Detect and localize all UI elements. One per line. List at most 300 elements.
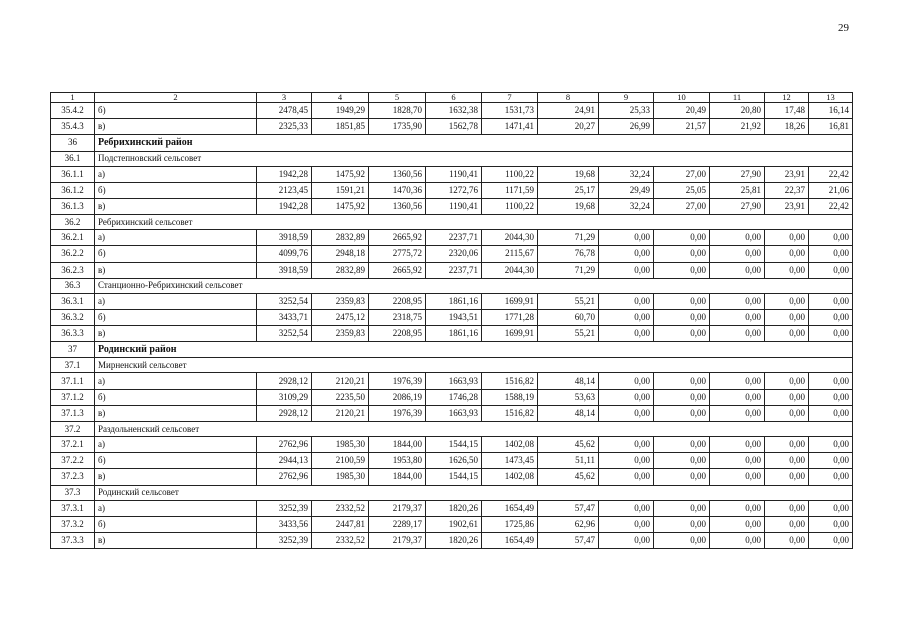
value-cell: 0,00 — [599, 262, 654, 278]
value-cell: 0,00 — [809, 262, 853, 278]
value-cell: 0,00 — [599, 453, 654, 469]
value-cell: 3918,59 — [257, 262, 312, 278]
table-row — [51, 405, 853, 421]
value-cell: 2762,96 — [257, 437, 312, 453]
value-cell: 0,00 — [809, 373, 853, 389]
value-cell: 25,05 — [654, 182, 710, 198]
value-cell: 0,00 — [765, 246, 809, 262]
value-cell: 1475,92 — [312, 198, 369, 214]
row-label: а) — [95, 166, 257, 182]
settlement-row — [51, 358, 853, 373]
value-cell: 22,42 — [809, 198, 853, 214]
column-header: 11 — [710, 93, 765, 103]
row-label: а) — [95, 230, 257, 246]
value-cell: 57,47 — [538, 532, 599, 548]
value-cell: 2928,12 — [257, 373, 312, 389]
value-cell: 0,00 — [765, 293, 809, 309]
row-code: 37.3.3 — [51, 532, 95, 548]
value-cell: 3252,39 — [257, 500, 312, 516]
value-cell: 0,00 — [654, 389, 710, 405]
column-header: 5 — [369, 93, 426, 103]
value-cell: 2208,95 — [369, 326, 426, 342]
value-cell: 0,00 — [599, 437, 654, 453]
value-cell: 0,00 — [654, 230, 710, 246]
column-header: 12 — [765, 93, 809, 103]
value-cell: 2208,95 — [369, 293, 426, 309]
value-cell: 21,92 — [710, 119, 765, 135]
value-cell: 1861,16 — [426, 293, 482, 309]
district-title: Ребрихинский район — [95, 135, 853, 151]
value-cell: 23,91 — [765, 166, 809, 182]
table-row — [51, 246, 853, 262]
value-cell: 2235,50 — [312, 389, 369, 405]
column-header: 3 — [257, 93, 312, 103]
row-label: а) — [95, 293, 257, 309]
column-header: 10 — [654, 93, 710, 103]
value-cell: 0,00 — [710, 326, 765, 342]
value-cell: 1735,90 — [369, 119, 426, 135]
value-cell: 0,00 — [710, 230, 765, 246]
value-cell: 1544,15 — [426, 469, 482, 485]
value-cell: 0,00 — [654, 532, 710, 548]
value-cell: 1544,15 — [426, 437, 482, 453]
value-cell: 3918,59 — [257, 230, 312, 246]
value-cell: 2179,37 — [369, 500, 426, 516]
value-cell: 0,00 — [765, 437, 809, 453]
value-cell: 1942,28 — [257, 198, 312, 214]
row-label: б) — [95, 103, 257, 119]
value-cell: 1171,59 — [482, 182, 538, 198]
settlement-row — [51, 151, 853, 166]
value-cell: 0,00 — [765, 230, 809, 246]
value-cell: 27,00 — [654, 166, 710, 182]
value-cell: 1190,41 — [426, 166, 482, 182]
value-cell: 0,00 — [809, 405, 853, 421]
value-cell: 1828,70 — [369, 103, 426, 119]
row-code: 37.2 — [51, 422, 95, 437]
row-code: 37.3.2 — [51, 516, 95, 532]
value-cell: 45,62 — [538, 437, 599, 453]
value-cell: 0,00 — [765, 373, 809, 389]
value-cell: 32,24 — [599, 166, 654, 182]
value-cell: 2944,13 — [257, 453, 312, 469]
table-row — [51, 119, 853, 135]
value-cell: 0,00 — [765, 500, 809, 516]
value-cell: 0,00 — [599, 326, 654, 342]
value-cell: 1976,39 — [369, 373, 426, 389]
value-cell: 2044,30 — [482, 230, 538, 246]
value-cell: 24,91 — [538, 103, 599, 119]
value-cell: 0,00 — [809, 516, 853, 532]
value-cell: 1470,36 — [369, 182, 426, 198]
settlement-title: Подстепновский сельсовет — [95, 151, 853, 166]
value-cell: 0,00 — [654, 262, 710, 278]
value-cell: 3252,39 — [257, 532, 312, 548]
value-cell: 1402,08 — [482, 469, 538, 485]
value-cell: 1746,28 — [426, 389, 482, 405]
value-cell: 0,00 — [654, 516, 710, 532]
row-code: 36.2.3 — [51, 262, 95, 278]
value-cell: 1632,38 — [426, 103, 482, 119]
row-code: 36.2.2 — [51, 246, 95, 262]
value-cell: 1626,50 — [426, 453, 482, 469]
column-header: 7 — [482, 93, 538, 103]
value-cell: 0,00 — [765, 389, 809, 405]
value-cell: 2086,19 — [369, 389, 426, 405]
value-cell: 1663,93 — [426, 373, 482, 389]
value-cell: 62,96 — [538, 516, 599, 532]
value-cell: 1942,28 — [257, 166, 312, 182]
value-cell: 22,37 — [765, 182, 809, 198]
value-cell: 2332,52 — [312, 532, 369, 548]
value-cell: 0,00 — [654, 326, 710, 342]
value-cell: 2832,89 — [312, 262, 369, 278]
value-cell: 0,00 — [809, 437, 853, 453]
row-label: б) — [95, 246, 257, 262]
value-cell: 25,33 — [599, 103, 654, 119]
value-cell: 22,42 — [809, 166, 853, 182]
row-code: 37.1 — [51, 358, 95, 373]
settlement-title: Раздольненский сельсовет — [95, 422, 853, 437]
column-header: 8 — [538, 93, 599, 103]
value-cell: 1360,56 — [369, 166, 426, 182]
value-cell: 27,00 — [654, 198, 710, 214]
row-label: в) — [95, 405, 257, 421]
row-label: б) — [95, 453, 257, 469]
row-code: 37 — [51, 342, 95, 358]
value-cell: 2665,92 — [369, 230, 426, 246]
value-cell: 0,00 — [765, 453, 809, 469]
value-cell: 2237,71 — [426, 262, 482, 278]
value-cell: 0,00 — [654, 469, 710, 485]
value-cell: 1475,92 — [312, 166, 369, 182]
column-header: 13 — [809, 93, 853, 103]
value-cell: 20,80 — [710, 103, 765, 119]
table-row — [51, 326, 853, 342]
value-cell: 2100,59 — [312, 453, 369, 469]
value-cell: 71,29 — [538, 230, 599, 246]
value-cell: 0,00 — [599, 389, 654, 405]
value-cell: 0,00 — [809, 532, 853, 548]
value-cell: 1949,29 — [312, 103, 369, 119]
value-cell: 76,78 — [538, 246, 599, 262]
row-label: в) — [95, 532, 257, 548]
row-code: 36.3.2 — [51, 309, 95, 325]
value-cell: 0,00 — [809, 453, 853, 469]
value-cell: 1588,19 — [482, 389, 538, 405]
value-cell: 1725,86 — [482, 516, 538, 532]
row-code: 36.1.2 — [51, 182, 95, 198]
value-cell: 0,00 — [710, 516, 765, 532]
value-cell: 0,00 — [809, 469, 853, 485]
value-cell: 26,99 — [599, 119, 654, 135]
district-row — [51, 342, 853, 358]
value-cell: 1699,91 — [482, 293, 538, 309]
value-cell: 0,00 — [809, 326, 853, 342]
row-code: 37.1.3 — [51, 405, 95, 421]
value-cell: 1820,26 — [426, 500, 482, 516]
value-cell: 1531,73 — [482, 103, 538, 119]
value-cell: 0,00 — [654, 309, 710, 325]
value-cell: 1190,41 — [426, 198, 482, 214]
value-cell: 60,70 — [538, 309, 599, 325]
value-cell: 25,17 — [538, 182, 599, 198]
value-cell: 27,90 — [710, 166, 765, 182]
value-cell: 18,26 — [765, 119, 809, 135]
value-cell: 25,81 — [710, 182, 765, 198]
row-code: 37.2.1 — [51, 437, 95, 453]
settlement-title: Станционно-Ребрихинский сельсовет — [95, 278, 853, 293]
value-cell: 0,00 — [809, 230, 853, 246]
value-cell: 2120,21 — [312, 373, 369, 389]
table-row — [51, 262, 853, 278]
row-code: 36.1 — [51, 151, 95, 166]
value-cell: 21,06 — [809, 182, 853, 198]
value-cell: 0,00 — [710, 389, 765, 405]
column-header: 4 — [312, 93, 369, 103]
value-cell: 0,00 — [809, 309, 853, 325]
row-code: 36.3.3 — [51, 326, 95, 342]
value-cell: 0,00 — [654, 373, 710, 389]
data-table — [50, 92, 853, 549]
value-cell: 0,00 — [599, 309, 654, 325]
table-row — [51, 309, 853, 325]
table-row — [51, 182, 853, 198]
value-cell: 0,00 — [599, 516, 654, 532]
value-cell: 0,00 — [599, 500, 654, 516]
table-row — [51, 516, 853, 532]
value-cell: 2475,12 — [312, 309, 369, 325]
row-code: 36.3 — [51, 278, 95, 293]
header-row — [51, 93, 853, 103]
row-label: б) — [95, 389, 257, 405]
table-row — [51, 198, 853, 214]
value-cell: 1471,41 — [482, 119, 538, 135]
row-code: 37.3 — [51, 485, 95, 500]
value-cell: 2120,21 — [312, 405, 369, 421]
value-cell: 1654,49 — [482, 532, 538, 548]
value-cell: 0,00 — [809, 293, 853, 309]
value-cell: 0,00 — [710, 532, 765, 548]
value-cell: 1100,22 — [482, 198, 538, 214]
value-cell: 0,00 — [710, 246, 765, 262]
value-cell: 48,14 — [538, 373, 599, 389]
value-cell: 0,00 — [765, 516, 809, 532]
row-code: 37.1.1 — [51, 373, 95, 389]
value-cell: 2478,45 — [257, 103, 312, 119]
row-label: в) — [95, 262, 257, 278]
value-cell: 1953,80 — [369, 453, 426, 469]
value-cell: 0,00 — [809, 246, 853, 262]
value-cell: 2325,33 — [257, 119, 312, 135]
value-cell: 1100,22 — [482, 166, 538, 182]
value-cell: 1985,30 — [312, 469, 369, 485]
value-cell: 51,11 — [538, 453, 599, 469]
row-code: 36.2 — [51, 215, 95, 230]
row-label: а) — [95, 500, 257, 516]
value-cell: 2332,52 — [312, 500, 369, 516]
value-cell: 1902,61 — [426, 516, 482, 532]
value-cell: 20,27 — [538, 119, 599, 135]
value-cell: 45,62 — [538, 469, 599, 485]
row-label: в) — [95, 469, 257, 485]
value-cell: 2832,89 — [312, 230, 369, 246]
value-cell: 0,00 — [654, 405, 710, 421]
value-cell: 0,00 — [710, 453, 765, 469]
value-cell: 2179,37 — [369, 532, 426, 548]
row-code: 37.3.1 — [51, 500, 95, 516]
value-cell: 0,00 — [599, 230, 654, 246]
value-cell: 0,00 — [710, 293, 765, 309]
value-cell: 2359,83 — [312, 293, 369, 309]
value-cell: 3109,29 — [257, 389, 312, 405]
page-number: 29 — [838, 22, 849, 34]
row-label: в) — [95, 119, 257, 135]
settlement-row — [51, 422, 853, 437]
district-title: Родинский район — [95, 342, 853, 358]
value-cell: 0,00 — [765, 405, 809, 421]
table-row — [51, 103, 853, 119]
value-cell: 0,00 — [599, 246, 654, 262]
row-label: в) — [95, 198, 257, 214]
table-row — [51, 469, 853, 485]
value-cell: 0,00 — [654, 246, 710, 262]
table-row — [51, 166, 853, 182]
value-cell: 2320,06 — [426, 246, 482, 262]
value-cell: 1516,82 — [482, 405, 538, 421]
value-cell: 0,00 — [654, 500, 710, 516]
table-row — [51, 437, 853, 453]
value-cell: 16,14 — [809, 103, 853, 119]
value-cell: 0,00 — [710, 500, 765, 516]
value-cell: 0,00 — [710, 469, 765, 485]
value-cell: 0,00 — [765, 262, 809, 278]
value-cell: 1562,78 — [426, 119, 482, 135]
value-cell: 0,00 — [654, 453, 710, 469]
value-cell: 2237,71 — [426, 230, 482, 246]
value-cell: 0,00 — [710, 309, 765, 325]
value-cell: 19,68 — [538, 198, 599, 214]
row-code: 36 — [51, 135, 95, 151]
value-cell: 2762,96 — [257, 469, 312, 485]
value-cell: 0,00 — [599, 532, 654, 548]
value-cell: 2928,12 — [257, 405, 312, 421]
settlement-title: Мирненский сельсовет — [95, 358, 853, 373]
value-cell: 0,00 — [765, 326, 809, 342]
value-cell: 0,00 — [654, 437, 710, 453]
value-cell: 1771,28 — [482, 309, 538, 325]
value-cell: 1663,93 — [426, 405, 482, 421]
value-cell: 1516,82 — [482, 373, 538, 389]
value-cell: 4099,76 — [257, 246, 312, 262]
row-code: 36.1.1 — [51, 166, 95, 182]
value-cell: 0,00 — [599, 405, 654, 421]
value-cell: 0,00 — [599, 469, 654, 485]
settlement-title: Ребрихинский сельсовет — [95, 215, 853, 230]
row-code: 36.2.1 — [51, 230, 95, 246]
row-code: 37.2.3 — [51, 469, 95, 485]
value-cell: 2447,81 — [312, 516, 369, 532]
settlement-row — [51, 278, 853, 293]
value-cell: 53,63 — [538, 389, 599, 405]
value-cell: 0,00 — [809, 500, 853, 516]
value-cell: 2318,75 — [369, 309, 426, 325]
value-cell: 0,00 — [710, 262, 765, 278]
value-cell: 20,49 — [654, 103, 710, 119]
value-cell: 16,81 — [809, 119, 853, 135]
row-code: 35.4.2 — [51, 103, 95, 119]
value-cell: 2289,17 — [369, 516, 426, 532]
value-cell: 19,68 — [538, 166, 599, 182]
row-label: в) — [95, 326, 257, 342]
value-cell: 57,47 — [538, 500, 599, 516]
table-row — [51, 373, 853, 389]
value-cell: 0,00 — [765, 469, 809, 485]
value-cell: 1844,00 — [369, 437, 426, 453]
settlement-row — [51, 485, 853, 500]
value-cell: 2775,72 — [369, 246, 426, 262]
value-cell: 1844,00 — [369, 469, 426, 485]
column-header: 1 — [51, 93, 95, 103]
value-cell: 1473,45 — [482, 453, 538, 469]
value-cell: 29,49 — [599, 182, 654, 198]
table-row — [51, 500, 853, 516]
value-cell: 1976,39 — [369, 405, 426, 421]
value-cell: 1360,56 — [369, 198, 426, 214]
value-cell: 23,91 — [765, 198, 809, 214]
table-row — [51, 230, 853, 246]
value-cell: 2123,45 — [257, 182, 312, 198]
column-header: 9 — [599, 93, 654, 103]
value-cell: 32,24 — [599, 198, 654, 214]
value-cell: 0,00 — [654, 293, 710, 309]
value-cell: 1820,26 — [426, 532, 482, 548]
value-cell: 3252,54 — [257, 293, 312, 309]
value-cell: 2948,18 — [312, 246, 369, 262]
value-cell: 3433,56 — [257, 516, 312, 532]
table-row — [51, 453, 853, 469]
value-cell: 0,00 — [599, 293, 654, 309]
value-cell: 27,90 — [710, 198, 765, 214]
row-label: б) — [95, 309, 257, 325]
value-cell: 3433,71 — [257, 309, 312, 325]
value-cell: 3252,54 — [257, 326, 312, 342]
value-cell: 2665,92 — [369, 262, 426, 278]
value-cell: 1985,30 — [312, 437, 369, 453]
value-cell: 2044,30 — [482, 262, 538, 278]
table-row — [51, 293, 853, 309]
value-cell: 0,00 — [599, 373, 654, 389]
column-header: 2 — [95, 93, 257, 103]
value-cell: 0,00 — [765, 309, 809, 325]
value-cell: 0,00 — [765, 532, 809, 548]
settlement-row — [51, 215, 853, 230]
value-cell: 2359,83 — [312, 326, 369, 342]
value-cell: 1861,16 — [426, 326, 482, 342]
value-cell: 1654,49 — [482, 500, 538, 516]
value-cell: 17,48 — [765, 103, 809, 119]
value-cell: 1851,85 — [312, 119, 369, 135]
column-header: 6 — [426, 93, 482, 103]
value-cell: 48,14 — [538, 405, 599, 421]
table-row — [51, 532, 853, 548]
value-cell: 21,57 — [654, 119, 710, 135]
row-label: б) — [95, 516, 257, 532]
value-cell: 0,00 — [809, 389, 853, 405]
value-cell: 71,29 — [538, 262, 599, 278]
row-code: 37.1.2 — [51, 389, 95, 405]
value-cell: 1402,08 — [482, 437, 538, 453]
